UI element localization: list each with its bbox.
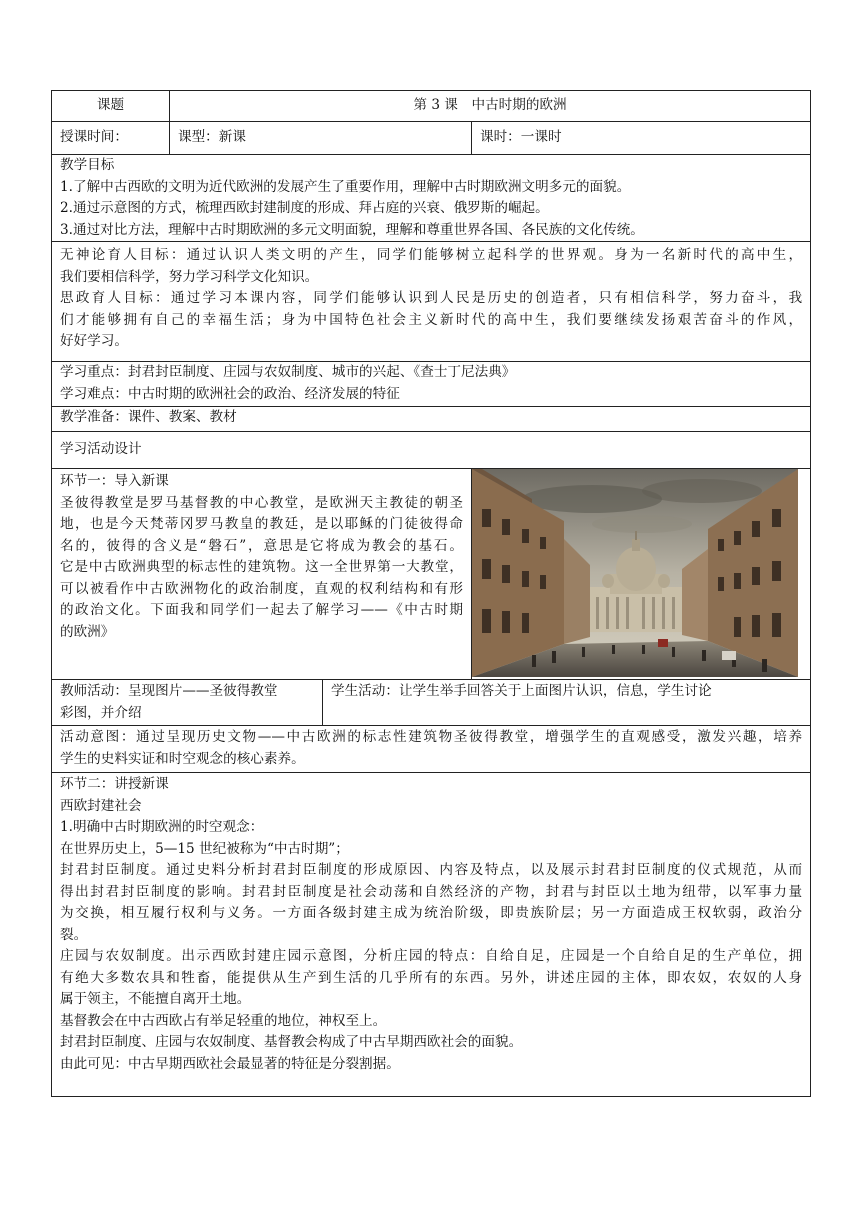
feudal-line: 裂。 [60,926,88,943]
objective-item: 3.通过对比方法，理解中古时期欧洲的多元文明面貌，理解和尊重世界各国、各民族的文化传统。 [60,221,644,238]
objectives-title: 教学目标 [60,157,115,173]
stage1-line: 的政治文化。下面我和同学们一起去了解学习——《中古时期 [60,602,463,618]
stage2-title: 环节二：讲授新课 [60,776,169,792]
st-peters-basilica-photo [472,469,798,677]
stage2-row [52,773,811,1097]
stage1-line: 可以被看作中古欧洲物化的政治制度，直观的权利结构和有形 [60,580,463,597]
stage1-line: 名的，彼得的含义是“磐石”，意思是它将成为教会的基石。 [60,537,463,554]
education-cell [52,242,811,362]
feudal-line: 封君封臣制度。通过史料分析封君封臣制度的形成原因、内容及特点，以及展示封君封臣制度的仪式规范，从而 [60,862,803,878]
key-points-cell [52,362,811,407]
stage2-subtitle: 西欧封建社会 [60,797,142,814]
stage2-period: 在世界历史上，5—15 世纪被称为“中古时期”； [60,840,349,857]
topic-label: 课题 [52,91,170,122]
time-label: 授课时间： [52,122,170,155]
meta-row [52,122,811,155]
atheism-goal-line: 无神论育人目标：通过认识人类文明的产生，同学们能够树立起科学的世界观。身为一名新时代的高中生， [60,247,803,263]
stage1-body [60,493,463,644]
stage1-text-cell [52,469,472,680]
teacher-activity-line: 教师活动：呈现图片——圣彼得教堂 [60,683,278,699]
learning-difficulty: 学习难点：中古时期的欧洲社会的政治、经济发展的特征 [60,385,400,402]
stage1-line: 圣彼得教堂是罗马基督教的中心教堂，是欧洲天主教徒的朝圣 [60,494,463,511]
atheism-goal-line: 我们要相信科学，努力学习科学文化知识。 [60,268,319,285]
manor-paragraph [60,946,802,1011]
topic-row [52,91,811,122]
activity-design-row [52,432,811,469]
key-points-row [52,362,811,407]
objective-item: 1.了解中古西欧的文明为近代欧洲的发展产生了重要作用，理解中古时期欧洲文明多元的面貌。 [60,178,631,195]
manor-line: 有绝大多数农具和牲畜，能提供从生产到生活的几乎所有的东西。另外，讲述庄园的主体，即农奴，农奴的人身 [60,969,803,986]
teacher-activity-line: 彩图，并介绍 [60,704,142,721]
preparation-cell: 教学准备：课件、教案、教材 [52,407,811,432]
stage1-title: 环节一：导入新课 [60,473,169,489]
hours-label: 课时：一课时 [472,122,811,155]
learning-focus: 学习重点：封君封臣制度、庄园与农奴制度、城市的兴起、《查士丁尼法典》 [60,364,516,380]
stage1-line: 的欧洲》 [60,623,115,640]
objectives-row [52,155,811,242]
ideology-goal-line: 好好学习。 [60,333,128,349]
stage1-row [52,469,811,680]
stage2-point1: 1.明确中古时期欧洲的时空观念： [60,819,264,835]
activities-row [52,680,811,726]
intent-row [52,726,811,773]
objective-item: 2.通过示意图的方式，梳理西欧封建制度的形成、拜占庭的兴衰、俄罗斯的崛起。 [60,200,549,216]
intent-cell [52,726,811,773]
topic-value: 第 3 课 中古时期的欧洲 [170,91,811,122]
summary-line: 封君封臣制度、庄园与农奴制度、基督教会构成了中古早期西欧社会的面貌。 [60,1034,523,1050]
lesson-plan-page [51,90,810,1097]
stage2-cell [52,773,811,1097]
feudal-line: 为交换，相互履行权利与义务。一方面各级封建主成为统治阶级，即贵族阶层；另一方面造成王权软弱，政治分 [60,905,803,921]
teacher-activity-cell [52,680,323,726]
feudal-line: 得出封君封臣制度的影响。封君封臣制度是社会动荡和自然经济的产物，封君与封臣以土地为纽带，以军事力量 [60,883,803,900]
manor-line: 属于领主，不能擅自离开土地。 [60,991,251,1007]
intent-line: 学生的史料实证和时空观念的核心素养。 [60,750,305,767]
objectives-cell [52,155,811,242]
feudal-paragraph [60,860,802,946]
intent-line: 活动意图：通过呈现历史文物——中古欧洲的标志性建筑物圣彼得教堂，增强学生的直观感受，激发兴趣，培养 [60,729,803,745]
education-row [52,242,811,362]
manor-line: 庄园与农奴制度。出示西欧封建庄园示意图，分析庄园的特点：自给自足，庄园是一个自给自足的生产单位，拥 [60,948,803,964]
student-activity-cell: 学生活动：让学生举手回答关于上面图片认识，信息，学生讨论 [323,680,811,726]
activity-design-cell: 学习活动设计 [52,432,811,469]
ideology-goal-line: 思政育人目标：通过学习本课内容，同学们能够认识到人民是历史的创造者，只有相信科学，努力奋斗，我 [60,290,803,306]
ideology-goal-line: 们才能够拥有自己的幸福生活；身为中国特色社会主义新时代的高中生，我们要继续发扬艰苦奋斗的作风， [60,311,803,328]
lesson-plan-table [51,90,811,1097]
church-line: 基督教会在中古西欧占有举足轻重的地位，神权至上。 [60,1012,387,1029]
photo-cell [472,469,811,680]
stage1-line: 它是中古欧洲典型的标志性的建筑物。这一全世界第一大教堂， [60,559,463,575]
type-label: 课型：新课 [170,122,472,155]
preparation-row [52,407,811,432]
stage1-line: 地，也是今天梵蒂冈罗马教皇的教廷，是以耶稣的门徒彼得命 [60,516,463,532]
conclusion-line: 由此可见：中古早期西欧社会最显著的特征是分裂割据。 [60,1055,400,1072]
